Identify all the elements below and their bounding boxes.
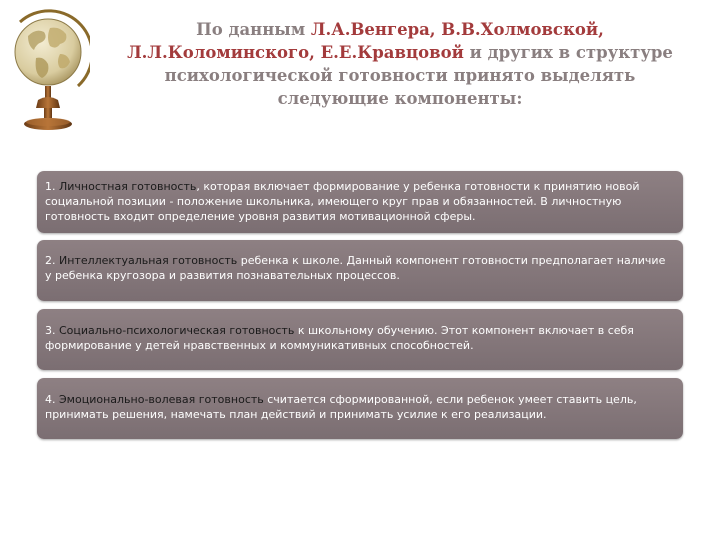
component-number: 1. [45, 180, 59, 193]
component-description: , которая включает формирование у ребенка готовности к принятию новой социальной позиции - положение школьника, имеющего круг прав и обязанностей. В личностную готовность входит определение уровня развития мотивационной сферы. [45, 180, 640, 223]
heading-prefix: По данным [196, 20, 311, 39]
component-number: 4. [45, 393, 59, 406]
component-box-emotional [37, 378, 683, 439]
component-number: 3. [45, 324, 59, 337]
component-number: 2. [45, 254, 59, 267]
globe-icon [6, 6, 90, 136]
components-list [37, 171, 683, 439]
component-box-intellectual [37, 240, 683, 301]
component-box-personal [37, 171, 683, 233]
component-term: Социально-психологическая готовность [59, 324, 295, 337]
component-term: Личностная готовность [59, 180, 197, 193]
component-description: считается сформированной, если ребенок умеет ставить цель, принимать решения, намечать план действий и принимать усилие к его реализации. [45, 393, 637, 421]
heading-suffix: и других в структуре психологической готовности принято выделять следующие компоненты: [164, 43, 673, 108]
heading-authors: Л.А.Венгера, В.В.Холмовской, Л.Л.Коломинского, Е.Е.Кравцовой [127, 20, 604, 62]
component-term: Эмоционально-волевая готовность [59, 393, 264, 406]
page-heading [120, 18, 680, 110]
component-term: Интеллектуальная готовность [59, 254, 238, 267]
component-description: к школьному обучению. Этот компонент включает в себя формирование у детей нравственных и коммуникативных способностей. [45, 324, 634, 352]
component-description: ребенка к школе. Данный компонент готовности предполагает наличие у ребенка кругозора и развития познавательных процессов. [45, 254, 666, 282]
component-box-social [37, 309, 683, 370]
